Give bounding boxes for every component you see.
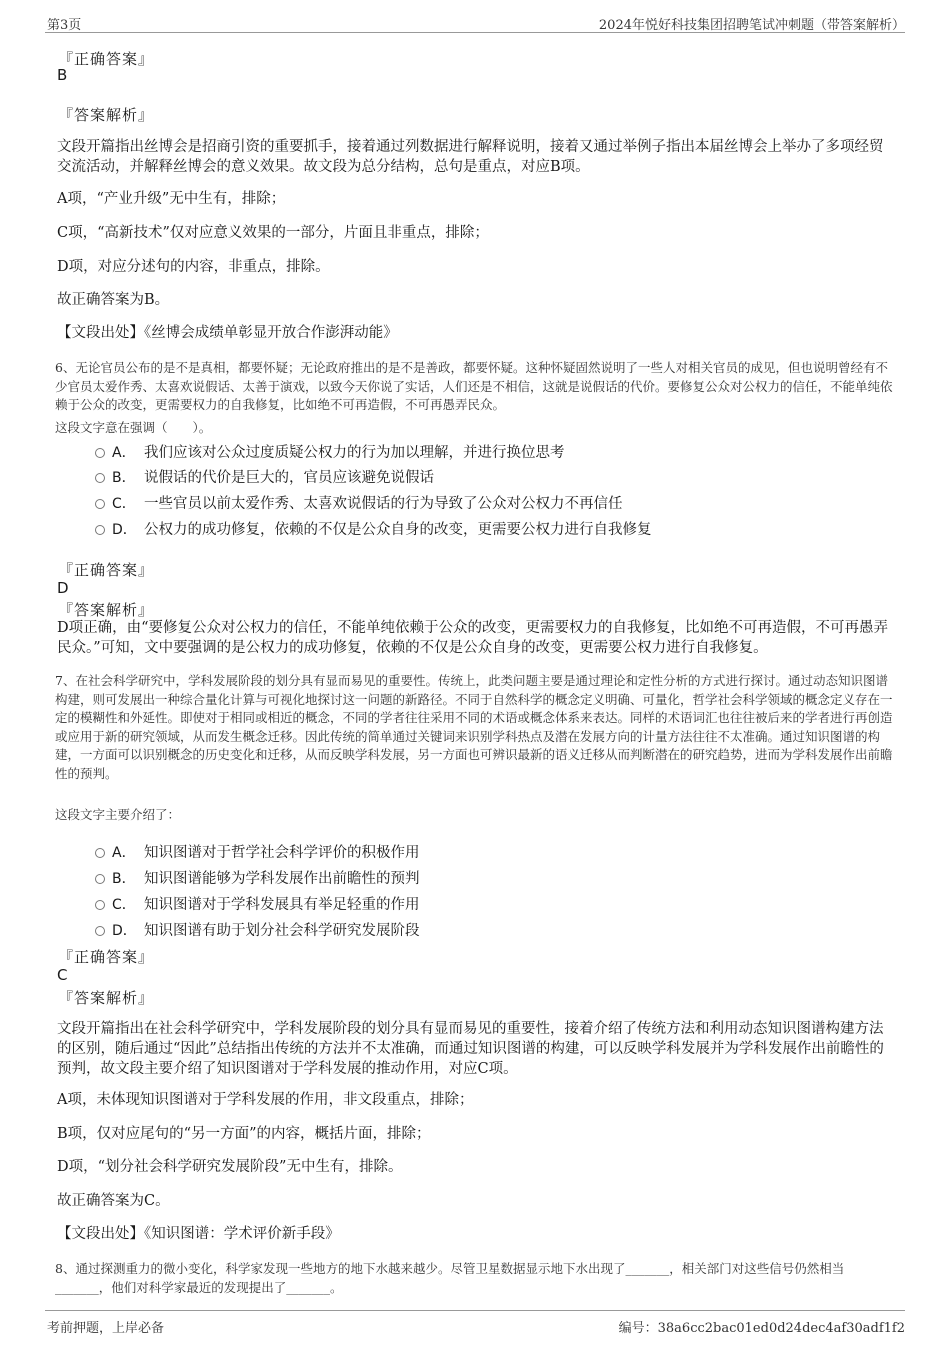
q5-option-d-note: D项，对应分述句的内容，非重点，排除。 bbox=[57, 259, 330, 275]
q5-analysis: 文段开篇指出丝博会是招商引资的重要抓手，接着通过列数据进行解释说明，接着又通过举例子指出本届丝博会上举办了多项经贸交流活动，并解释丝博会的意义效果。故文段为总分结构，总句是重点，对应B项。 bbox=[57, 139, 884, 175]
radio-icon[interactable] bbox=[95, 900, 105, 910]
radio-icon[interactable] bbox=[95, 874, 105, 884]
q7-prompt: 这段文字主要介绍了： bbox=[55, 807, 181, 822]
document-title: 2024年悦好科技集团招聘笔试冲刺题（带答案解析） bbox=[598, 18, 905, 33]
q7-option-c[interactable]: C． 知识图谱对于学科发展具有举足轻重的作用 bbox=[95, 893, 420, 915]
q7-option-a[interactable]: A． 知识图谱对于哲学社会科学评价的积极作用 bbox=[95, 841, 420, 863]
radio-icon[interactable] bbox=[95, 926, 105, 936]
radio-icon[interactable] bbox=[95, 848, 105, 858]
radio-icon[interactable] bbox=[95, 473, 105, 483]
q5-answer: B bbox=[57, 66, 68, 84]
q7-option-d-note: D项，“划分社会科学研究发展阶段”无中生有，排除。 bbox=[57, 1159, 403, 1175]
q6-option-c[interactable]: C． 一些官员以前太爱作秀、太喜欢说假话的行为导致了公众对公权力不再信任 bbox=[95, 492, 623, 514]
q5-conclusion: 故正确答案为B。 bbox=[57, 292, 170, 308]
q6-option-a[interactable]: A． 我们应该对公众过度质疑公权力的行为加以理解，并进行换位思考 bbox=[95, 441, 565, 463]
q6-prompt: 这段文字意在强调（ ）。 bbox=[55, 420, 212, 435]
radio-icon[interactable] bbox=[95, 525, 105, 535]
page-header bbox=[45, 12, 905, 33]
q7-conclusion: 故正确答案为C。 bbox=[57, 1193, 170, 1209]
q7-analysis-label: 『答案解析』 bbox=[58, 989, 155, 1007]
q7-answer: C bbox=[57, 966, 68, 984]
q7-source: 【文段出处】《知识图谱：学术评价新手段》 bbox=[57, 1226, 340, 1242]
q6-answer: D bbox=[57, 579, 69, 597]
q8-stem: 8、通过探测重力的微小变化，科学家发现一些地方的地下水越来越少。尽管卫星数据显示地下水出现了_______，相关部门对这些信号仍然相当_______，他们对科学家最近的发现提出了_______。 bbox=[55, 1261, 845, 1295]
footer-slogan: 考前押题，上岸必备 bbox=[47, 1321, 165, 1336]
q6-analysis-label: 『答案解析』 bbox=[58, 601, 155, 619]
page-footer bbox=[45, 1310, 905, 1335]
q7-option-a-note: A项，未体现知识图谱对于学科发展的作用，非文段重点，排除； bbox=[57, 1092, 474, 1108]
q5-analysis-label: 『答案解析』 bbox=[58, 106, 155, 124]
q7-stem: 7、在社会科学研究中，学科发展阶段的划分具有显而易见的重要性。传统上，此类问题主要是通过理论和定性分析的方式进行探讨。通过动态知识图谱构建，则可发展出一种综合量化计算与可视化地探讨这一问题的新路径。不同于自然科学的概念定义明确、可量化，哲学社会科学领域的概念定义存在一定的模糊性和外延性。即使对于相同或相近的概念，不同的学者往往采用不同的术语或概念体系来表达。同样的术语词汇也往往被后来的学者进行再创造或应用于新的研究领域，从而发生概念迁移。因此传统的简单通过关键词来识别学科热点及潜在发展方向的计量方法往往不太准确。通过知识图谱的构建，一方面可以识别概念的历史变化和迁移，从而反映学科发展，另一方面也可辨识最新的语义迁移从而判断潜在的研究趋势，进而为学科发展作出前瞻性的预判。 bbox=[55, 673, 893, 781]
q7-option-d[interactable]: D． 知识图谱有助于划分社会科学研究发展阶段 bbox=[95, 919, 420, 941]
q5-source: 【文段出处】《丝博会成绩单彰显开放合作澎湃动能》 bbox=[57, 325, 398, 341]
page-number: 第3页 bbox=[47, 18, 82, 33]
q7-option-b[interactable]: B． 知识图谱能够为学科发展作出前瞻性的预判 bbox=[95, 867, 420, 889]
radio-icon[interactable] bbox=[95, 499, 105, 509]
q5-option-c-note: C项，“高新技术”仅对应意义效果的一部分，片面且非重点，排除； bbox=[57, 225, 489, 241]
q6-option-d[interactable]: D． 公权力的成功修复，依赖的不仅是公众自身的改变，更需要公权力进行自我修复 bbox=[95, 518, 652, 540]
q6-stem: 6、无论官员公布的是不是真相，都要怀疑；无论政府推出的是不是善政，都要怀疑。这种怀疑固然说明了一些人对相关官员的成见，但也说明曾经有不少官员太爱作秀、太喜欢说假话、太善于演戏，以致今天你说了实话，人们还是不相信，这就是说假话的代价。要修复公众对公权力的信任，不能单纯依赖于公众的改变，更需要权力的自我修复，比如绝不可再造假，不可再愚弄民众。 bbox=[55, 360, 893, 412]
q6-analysis: D项正确，由“要修复公众对公权力的信任，不能单纯依赖于公众的改变，更需要权力的自我修复，比如绝不可再造假，不可再愚弄民众。”可知，文中要强调的是公权力的成功修复，依赖的不仅是公众自身的改变，更需要公权力进行自我修复。 bbox=[57, 620, 889, 656]
q7-analysis: 文段开篇指出在社会科学研究中，学科发展阶段的划分具有显而易见的重要性，接着介绍了传统方法和利用动态知识图谱构建方法的区别，随后通过“因此”总结指出传统的方法并不太准确，而通过知识图谱的构建，可以反映学科发展并为学科发展作出前瞻性的预判，故文段主要介绍了知识图谱对于学科发展的推动作用，对应C项。 bbox=[57, 1021, 884, 1077]
q6-option-b[interactable]: B． 说假话的代价是巨大的，官员应该避免说假话 bbox=[95, 466, 434, 488]
q6-answer-label: 『正确答案』 bbox=[58, 561, 155, 579]
q7-option-b-note: B项，仅对应尾句的“另一方面”的内容，概括片面，排除； bbox=[57, 1126, 431, 1142]
document-id: 编号：38a6cc2bac01ed0d24dec4af30adf1f2 bbox=[618, 1321, 905, 1336]
q7-answer-label: 『正确答案』 bbox=[58, 948, 155, 966]
radio-icon[interactable] bbox=[95, 448, 105, 458]
q5-answer-label: 『正确答案』 bbox=[58, 50, 155, 68]
q5-option-a-note: A项，“产业升级”无中生有，排除； bbox=[57, 191, 286, 207]
